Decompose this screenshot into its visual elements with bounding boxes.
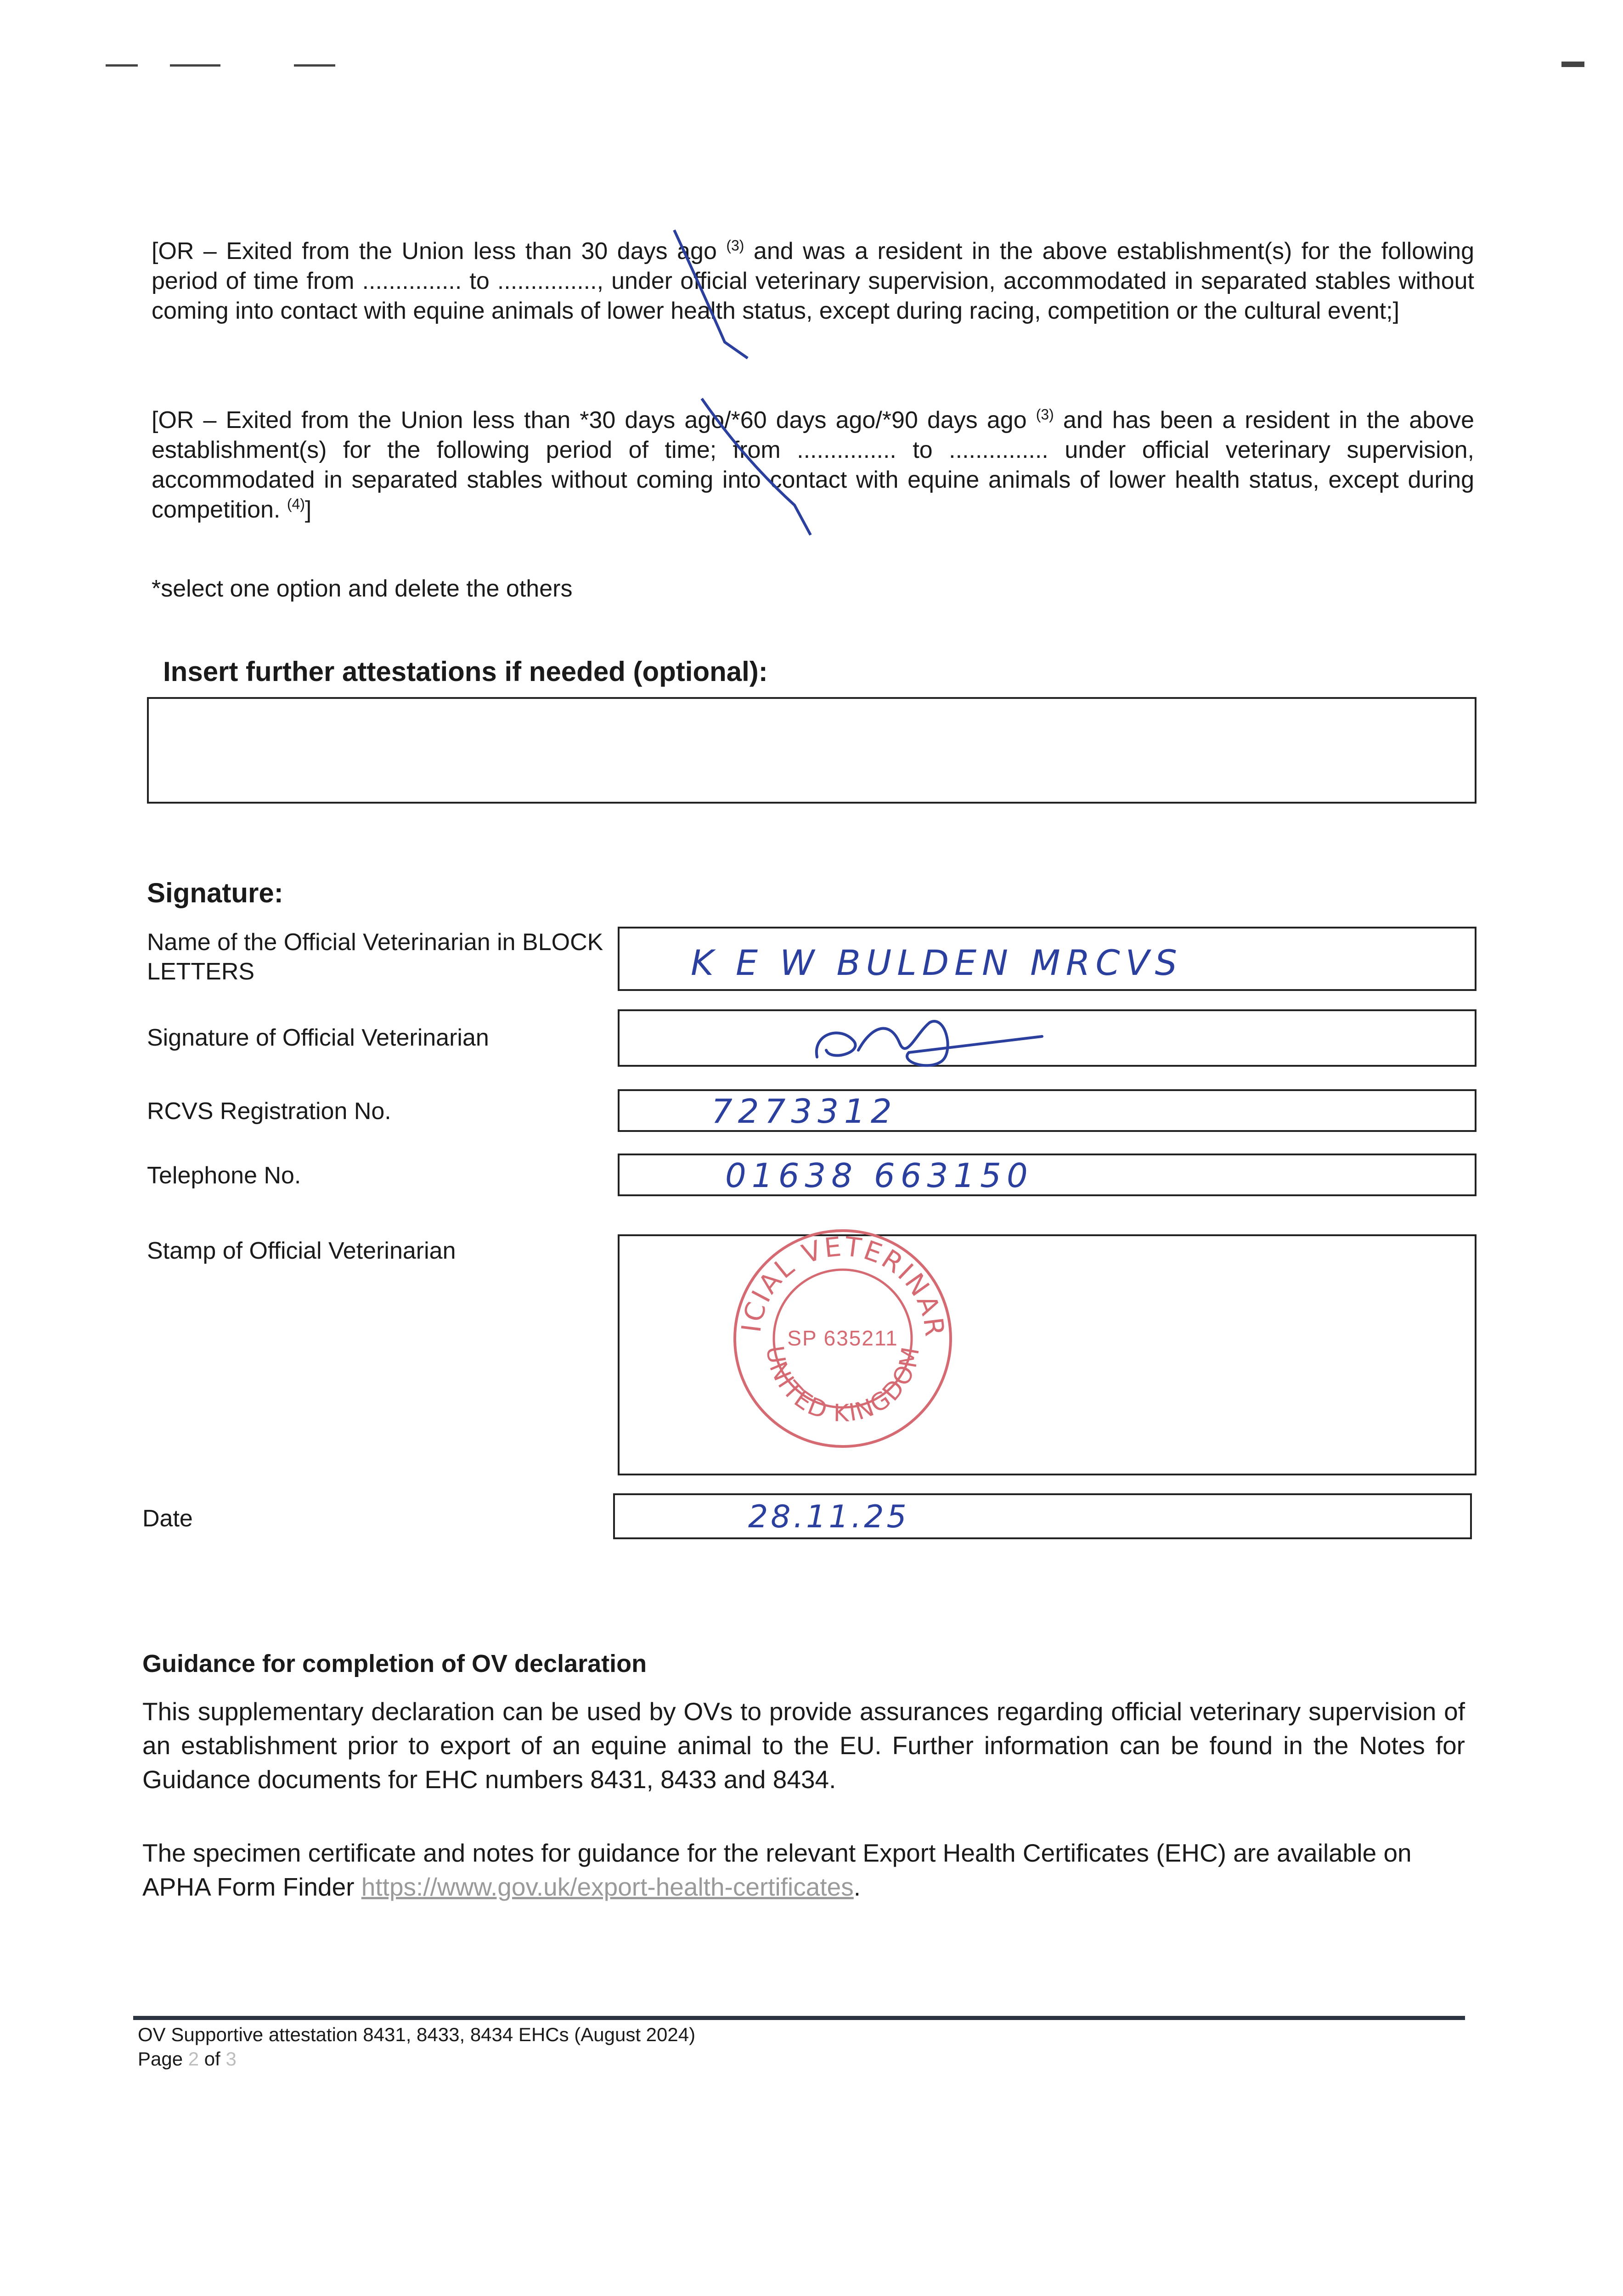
- ov-name-handwritten: K E W BULDEN MRCVS: [691, 942, 1183, 983]
- footnote-ref: (4): [287, 495, 305, 512]
- ov-name-field[interactable]: [618, 927, 1476, 991]
- footer-divider: [133, 2016, 1465, 2020]
- telephone-handwritten: 01638 663150: [725, 1156, 1033, 1195]
- paragraph-text: and was a resident in the above establishment(s) for the following period of time from ............... to ..............., under official veterinary supervision, accommodated in separated stables without coming into contact with equine animals of lower health status, except during racing, competition or the cultural event;]: [152, 238, 1474, 324]
- stamp-label: Stamp of Official Veterinarian: [147, 1238, 456, 1264]
- svg-text:UNITED KINGDOM: [761, 1344, 925, 1427]
- rcvs-registration-label: RCVS Registration No.: [147, 1098, 391, 1125]
- date-label: Date: [142, 1505, 193, 1532]
- paragraph-text: [OR – Exited from the Union less than *30 days ago/*60 days ago/*90 days ago: [152, 407, 1036, 433]
- paragraph-text: and has been a resident in the above establishment(s) for the following period of time; from ............... to ............... under official veterinary supervision, accommodated in separated stables without coming into contact with equine animals of lower health status, except during competition.: [152, 407, 1474, 523]
- scan-mark: [106, 64, 138, 67]
- footnote-ref: (3): [726, 237, 744, 254]
- select-option-note: *select one option and delete the others: [152, 575, 573, 602]
- option-30-days-paragraph: [152, 236, 1474, 326]
- paragraph-text: [OR – Exited from the Union less than 30 days ago: [152, 238, 727, 264]
- paragraph-text: ]: [304, 496, 312, 523]
- footer-page-number: [138, 2047, 237, 2071]
- guidance-paragraph-1: This supplementary declaration can be used by OVs to provide assurances regarding official veterinary supervision of an establishment prior to export of an equine animal to the EU. Further information can be found in the Notes for Guidance documents for EHC numbers 8431, 8433 and 8434.: [142, 1697, 1465, 1794]
- guidance-text: The specimen certificate and notes for guidance for the relevant Export Health Certificates (EHC) are available on APHA Form Finder: [142, 1839, 1412, 1901]
- total-pages: 3: [225, 2048, 237, 2070]
- footnote-ref: (3): [1036, 406, 1054, 423]
- date-field[interactable]: [613, 1493, 1472, 1539]
- scan-mark: [170, 64, 220, 67]
- further-attestations-heading: Insert further attestations if needed (optional):: [163, 656, 768, 687]
- pen-strikethrough-line: [671, 227, 762, 365]
- handwritten-signature: [803, 1007, 1060, 1075]
- telephone-field[interactable]: [618, 1154, 1476, 1196]
- stamp-id: SP 635211: [787, 1326, 898, 1350]
- guidance-text: .: [853, 1873, 861, 1901]
- svg-text:OFFICIAL VETERINARIAN: [728, 1224, 951, 1339]
- ov-name-label: Name of the Official Veterinarian in BLOCK LETTERS: [147, 929, 603, 985]
- ov-signature-field[interactable]: [618, 1009, 1476, 1067]
- telephone-label: Telephone No.: [147, 1162, 301, 1189]
- rcvs-number-handwritten: 7273312: [711, 1092, 897, 1131]
- further-attestations-box[interactable]: [147, 697, 1476, 804]
- scan-mark: [294, 64, 335, 67]
- ov-signature-label: Signature of Official Veterinarian: [147, 1024, 489, 1051]
- current-page: 2: [188, 2048, 199, 2070]
- pen-strikethrough-line: [698, 395, 836, 542]
- stamp-ring-bottom-text: UNITED KINGDOM: [760, 1344, 925, 1428]
- page-word: Page: [138, 2048, 188, 2070]
- export-health-certificates-link[interactable]: https://www.gov.uk/export-health-certificates: [361, 1873, 854, 1901]
- guidance-paragraph-2: [142, 1836, 1465, 1904]
- stamp-ring-top-text: ICIAL VETERINAR: [735, 1231, 951, 1340]
- official-veterinarian-stamp: [728, 1224, 958, 1453]
- date-handwritten: 28.11.25: [748, 1499, 909, 1535]
- guidance-heading: Guidance for completion of OV declaration: [142, 1650, 647, 1677]
- footer-title: OV Supportive attestation 8431, 8433, 8434 EHCs (August 2024): [138, 2024, 696, 2045]
- of-word: of: [199, 2048, 226, 2070]
- rcvs-registration-field[interactable]: [618, 1089, 1476, 1132]
- scan-mark: [1561, 62, 1584, 67]
- signature-heading: Signature:: [147, 878, 283, 908]
